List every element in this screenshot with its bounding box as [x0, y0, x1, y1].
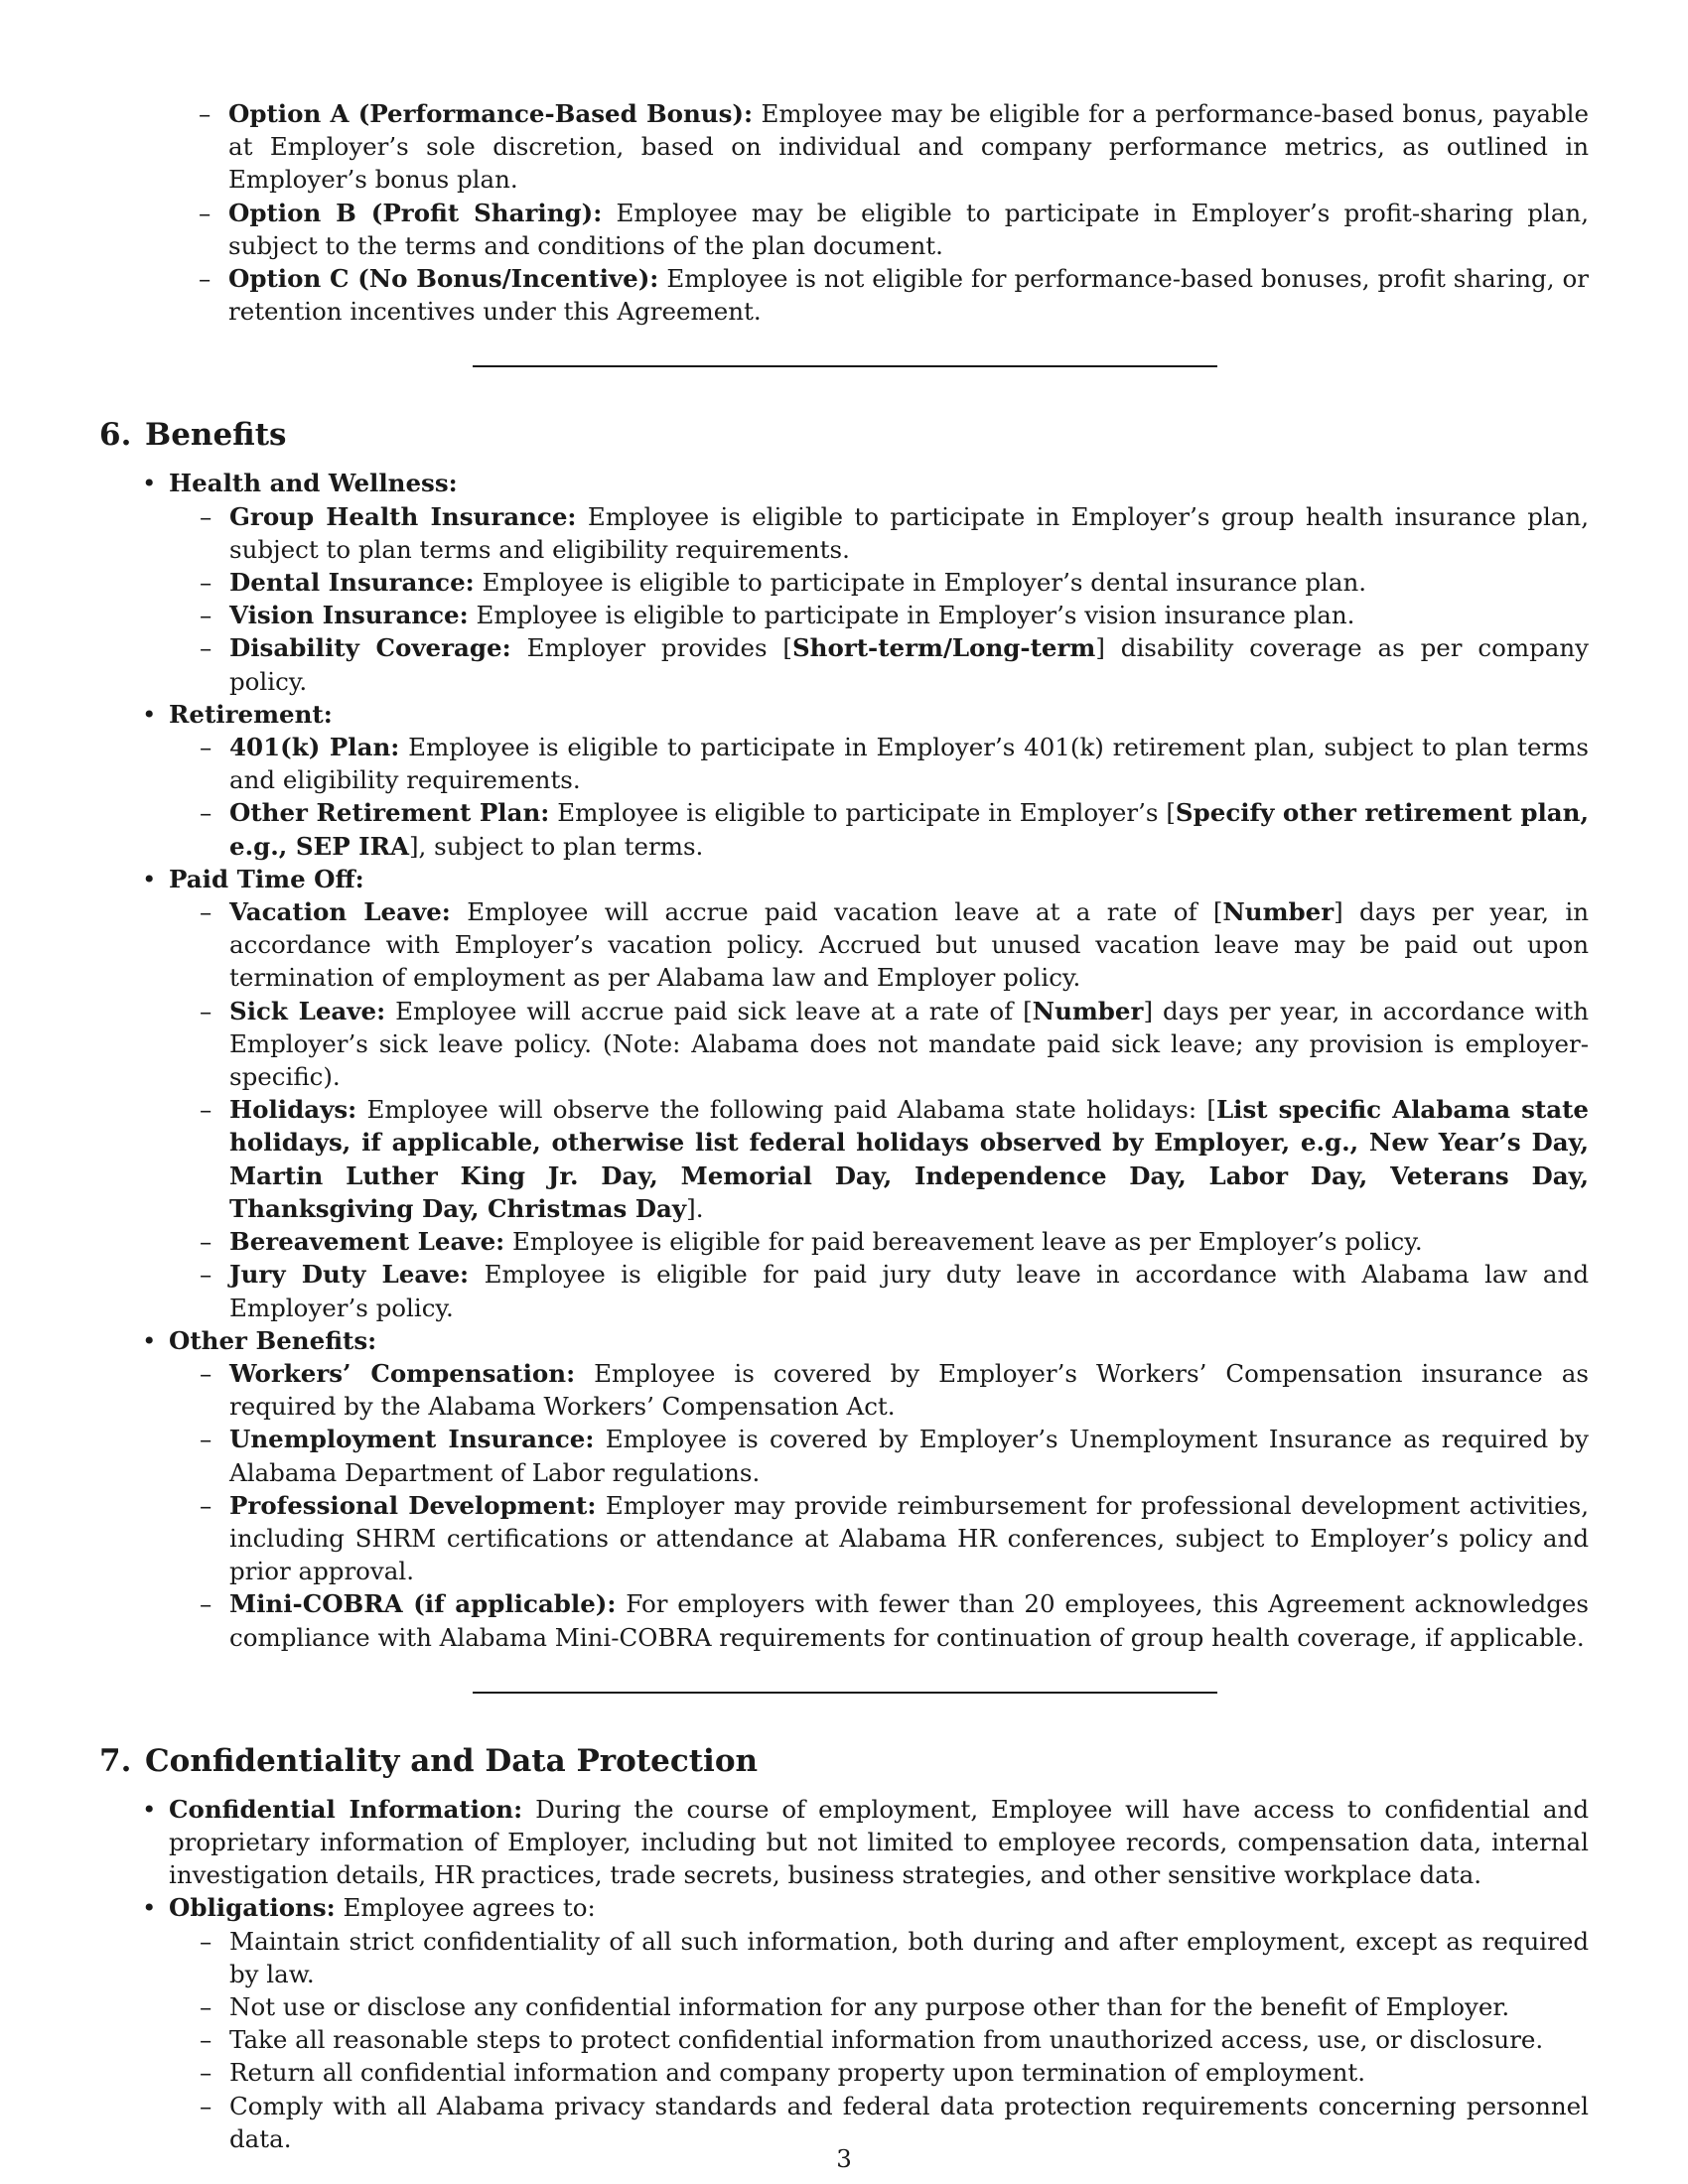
benefits-list [99, 467, 1589, 1653]
bonus-option-b: – Option B (Profit Sharing): Employee may be eligible to participate in Employer’s profit-sharing plan, subject to the terms and conditions of the plan document. [228, 197, 1589, 262]
list-item: – Sick Leave: Employee will accrue paid sick leave at a rate of [Number] days per year, in accordance with Employer’s sick leave policy. (Note: Alabama does not mandate paid sick leave; any provision is employer-specific). [229, 995, 1589, 1094]
list-item: – Holidays: Employee will observe the following paid Alabama state holidays: [List specific Alabama state holidays, if applicable, otherwise list federal holidays observed by Employer, e.g., New Year’s Day, Martin Luther King Jr. Day, Memorial Day, Independence Day, Labor Day, Veterans Day, Thanksgiving Day, Christmas Day]. [229, 1093, 1589, 1225]
page-content [99, 97, 1589, 2155]
section-divider [473, 365, 1217, 367]
list-item: – Comply with all Alabama privacy standards and federal data protection requirements concerning personnel data. [229, 2090, 1589, 2155]
section-7-heading [99, 1741, 1589, 1781]
list-item: – Professional Development: Employer may provide reimbursement for professional development activities, including SHRM certifications or attendance at Alabama HR conferences, subject to Employer’s policy and prior approval. [229, 1489, 1589, 1588]
list-item: – Jury Duty Leave: Employee is eligible for paid jury duty leave in accordance with Alabama law and Employer’s policy. [229, 1258, 1589, 1323]
section-7-title: Confidentiality and Data Protection [145, 1742, 759, 1779]
bonus-option-c: – Option C (No Bonus/Incentive): Employee is not eligible for performance-based bonuses, profit sharing, or retention incentives under this Agreement. [228, 262, 1589, 328]
confidentiality-list [99, 1793, 1589, 2155]
list-item: – Vacation Leave: Employee will accrue paid vacation leave at a rate of [Number] days per year, in accordance with Employer’s vacation policy. Accrued but unused vacation leave may be paid out upon termination of employment as per Alabama law and Employer policy. [229, 895, 1589, 995]
obligations-item: • Obligations: Employee agrees to: – Maintain strict confidentiality of all such information, both during and after employment, except as required by law. – Not use or disclose any confidential information for any purpose other than for the benefit of Employer. – Take all reasonable steps to protect confidential information from unauthorized access, use, or disclosure. – Return all confidential information and company property upon termination of employment. – Comply with all Alabama privacy standards and federal data protection requirements concerning personnel data. [169, 1891, 1589, 2155]
other-benefits-group: • Other Benefits: – Workers’ Compensation: Employee is covered by Employer’s Workers’ Compensation insurance as required by the Alabama Workers’ Compensation Act. – Unemployment Insurance: Employee is covered by Employer’s Unemployment Insurance as required by Alabama Department of Labor regulations. – Professional Development: Employer may provide reimbursement for professional development activities, including SHRM certifications or attendance at Alabama HR conferences, subject to Employer’s policy and prior approval. – Mini-COBRA (if applicable): For employers with fewer than 20 employees, this Agreement acknowledges compliance with Alabama Mini-COBRA requirements for continuation of group health coverage, if applicable. [169, 1324, 1589, 1654]
list-item: – Take all reasonable steps to protect confidential information from unauthorized access, use, or disclosure. [229, 2023, 1589, 2056]
bonus-options-list [99, 97, 1589, 328]
list-item: – Maintain strict confidentiality of all such information, both during and after employment, except as required by law. [229, 1925, 1589, 1990]
list-item: – Workers’ Compensation: Employee is covered by Employer’s Workers’ Compensation insurance as required by the Alabama Workers’ Compensation Act. [229, 1357, 1589, 1423]
list-item: – Group Health Insurance: Employee is eligible to participate in Employer’s group health insurance plan, subject to plan terms and eligibility requirements. [229, 500, 1589, 566]
list-item: – Other Retirement Plan: Employee is eligible to participate in Employer’s [Specify other retirement plan, e.g., SEP IRA], subject to plan terms. [229, 796, 1589, 862]
bonus-option-a: – Option A (Performance-Based Bonus): Employee may be eligible for a performance-based bonus, payable at Employer’s sole discretion, based on individual and company performance metrics, as outlined in Employer’s bonus plan. [228, 97, 1589, 197]
list-item: – Not use or disclose any confidential information for any purpose other than for the benefit of Employer. [229, 1990, 1589, 2023]
list-item: – 401(k) Plan: Employee is eligible to participate in Employer’s 401(k) retirement plan, subject to plan terms and eligibility requirements. [229, 731, 1589, 796]
list-item: – Return all confidential information and company property upon termination of employment. [229, 2056, 1589, 2089]
confidential-information-item: • Confidential Information: During the course of employment, Employee will have access to confidential and proprietary information of Employer, including but not limited to employee records, compensation data, internal investigation details, HR practices, trade secrets, business strategies, and other sensitive workplace data. [169, 1793, 1589, 1892]
retirement-group: • Retirement: – 401(k) Plan: Employee is eligible to participate in Employer’s 401(k) retirement plan, subject to plan terms and eligibility requirements. – Other Retirement Plan: Employee is eligible to participate in Employer’s [Specify other retirement plan, e.g., SEP IRA], subject to plan terms. [169, 698, 1589, 863]
list-item: – Disability Coverage: Employer provides [Short-term/Long-term] disability coverage as per company policy. [229, 631, 1589, 697]
section-6-number: 6. [99, 417, 132, 454]
list-item: – Mini-COBRA (if applicable): For employers with fewer than 20 employees, this Agreement acknowledges compliance with Alabama Mini-COBRA requirements for continuation of group health coverage, if applicable. [229, 1587, 1589, 1653]
list-item: – Unemployment Insurance: Employee is covered by Employer’s Unemployment Insurance as required by Alabama Department of Labor regulations. [229, 1423, 1589, 1488]
section-6-title: Benefits [145, 417, 287, 454]
section-6-heading [99, 415, 1589, 455]
list-item: – Bereavement Leave: Employee is eligible for paid bereavement leave as per Employer’s policy. [229, 1225, 1589, 1258]
section-7-number: 7. [99, 1742, 132, 1779]
list-item: – Vision Insurance: Employee is eligible to participate in Employer’s vision insurance plan. [229, 599, 1589, 631]
list-item: – Dental Insurance: Employee is eligible to participate in Employer’s dental insurance plan. [229, 566, 1589, 599]
paid-time-off-group: • Paid Time Off: – Vacation Leave: Employee will accrue paid vacation leave at a rate of [Number] days per year, in accordance with Employer’s vacation policy. Accrued but unused vacation leave may be paid out upon termination of employment as per Alabama law and Employer policy. – Sick Leave: Employee will accrue paid sick leave at a rate of [Number] days per year, in accordance with Employer’s sick leave policy. (Note: Alabama does not mandate paid sick leave; any provision is employer-specific). – Holidays: Employee will observe the following paid Alabama state holidays: [List specific Alabama state holidays, if applicable, otherwise list federal holidays observed by Employer, e.g., New Year’s Day, Martin Luther King Jr. Day, Memorial Day, Independence Day, Labor Day, Veterans Day, Thanksgiving Day, Christmas Day]. – Bereavement Leave: Employee is eligible for paid bereavement leave as per Employer’s policy. – Jury Duty Leave: Employee is eligible for paid jury duty leave in accordance with Alabama law and Employer’s policy. [169, 863, 1589, 1324]
health-wellness-group: • Health and Wellness: – Group Health Insurance: Employee is eligible to participate in Employer’s group health insurance plan, subject to plan terms and eligibility requirements. – Dental Insurance: Employee is eligible to participate in Employer’s dental insurance plan. – Vision Insurance: Employee is eligible to participate in Employer’s vision insurance plan. – Disability Coverage: Employer provides [Short-term/Long-term] disability coverage as per company policy. [169, 467, 1589, 697]
section-divider [473, 1692, 1217, 1694]
page-number: 3 [836, 2144, 852, 2173]
